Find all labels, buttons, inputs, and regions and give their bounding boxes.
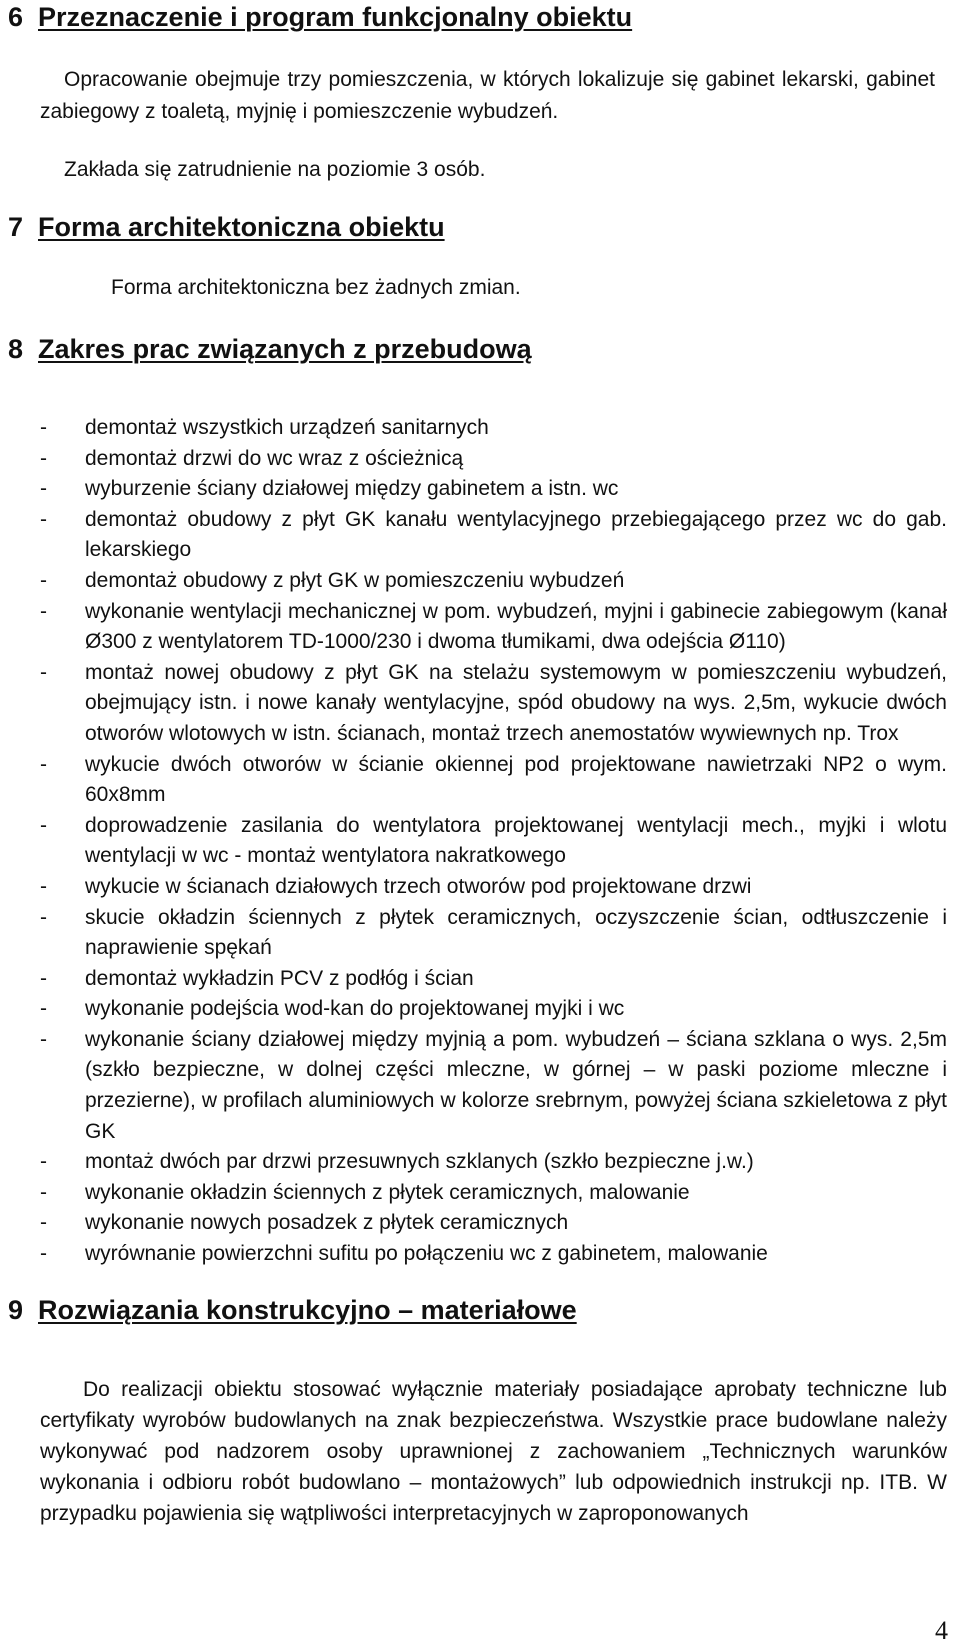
list-item: [40, 1208, 947, 1239]
list-item: [40, 444, 947, 475]
list-bullet: -: [40, 660, 47, 684]
list-bullet: -: [40, 997, 47, 1021]
list-item-text: demontaż wykładzin PCV z podłóg i ścian: [85, 966, 474, 990]
list-item-text: demontaż wszystkich urządzeń sanitarnych: [85, 416, 489, 439]
list-item-text: doprowadzenie zasilania do wentylatora projektowanej wentylacji mech., myjki i wlotu wentylacji w wc - montaż wentylatora nakratkowego: [85, 813, 947, 868]
page-number: 4: [935, 1616, 948, 1645]
list-item: [40, 964, 947, 995]
list-item: [40, 597, 947, 658]
list-item: [40, 658, 947, 750]
list-item-text: wykucie dwóch otworów w ścianie okiennej pod projektowane nawietrzaki NP2 o wym. 60x8mm: [85, 752, 947, 807]
list-bullet: -: [40, 874, 47, 898]
list-item: [40, 1239, 947, 1270]
list-item: [40, 413, 947, 444]
list-item-text: wykucie w ścianach działowych trzech otworów pod projektowane drzwi: [85, 874, 752, 898]
list-item-text: demontaż obudowy z płyt GK kanału wentylacyjnego przebiegającego przez wc do gab. lekarskiego: [85, 507, 947, 562]
section-7-number: 7: [8, 212, 24, 242]
section-8-title: Zakres prac związanych z przebudową: [38, 334, 532, 364]
list-item: [40, 811, 947, 872]
list-bullet: -: [40, 507, 47, 531]
list-bullet: -: [40, 1211, 47, 1235]
section-9-paragraph-1: Do realizacji obiektu stosować wyłącznie materiały posiadające aprobaty techniczne lub certyfikaty wyrobów budowlanych na znak bezpieczeństwa. Wszystkie prace budowlane należy wykonywać pod nadzorem osoby uprawnionej z zachowaniem „Technicznych warunków wykonania i odbioru robót budowlano – montażowych” lub odpowiednich instrukcji np. ITB. W przypadku pojawienia się wątpliwości interpretacyjnych w zaproponowanych: [40, 1378, 947, 1525]
list-item-text: wykonanie nowych posadzek z płytek ceramicznych: [85, 1211, 569, 1235]
section-6-heading: [8, 0, 632, 34]
list-bullet: -: [40, 966, 47, 990]
list-item: [40, 872, 947, 903]
list-bullet: -: [40, 416, 47, 439]
section-7-title: Forma architektoniczna obiektu: [38, 212, 445, 242]
section-9-title: Rozwiązania konstrukcyjno – materiałowe: [38, 1295, 577, 1325]
list-bullet: -: [40, 1242, 47, 1266]
list-bullet: -: [40, 1150, 47, 1174]
list-item-text: wyburzenie ściany działowej między gabinetem a istn. wc: [85, 477, 619, 501]
section-8-number: 8: [8, 334, 24, 364]
list-item-text: wykonanie okładzin ściennych z płytek ceramicznych, malowanie: [85, 1180, 690, 1204]
list-item-text: wykonanie wentylacji mechanicznej w pom. wybudzeń, myjni i gabinecie zabiegowym (kanał Ø300 z wentylatorem TD-1000/230 i dwoma tłumikami, dwa odejścia Ø110): [85, 599, 947, 654]
list-item-text: skucie okładzin ściennych z płytek ceramicznych, oczyszczenie ścian, odtłuszczenie i naprawienie spękań: [85, 905, 947, 960]
list-item: [40, 1025, 947, 1147]
list-bullet: -: [40, 599, 47, 623]
list-bullet: -: [40, 568, 47, 592]
list-item-text: wykonanie podejścia wod-kan do projektowanej myjki i wc: [85, 997, 625, 1021]
list-item: [40, 903, 947, 964]
list-item-text: demontaż obudowy z płyt GK w pomieszczeniu wybudzeń: [85, 568, 625, 592]
section-6-paragraph-1: Opracowanie obejmuje trzy pomieszczenia, w których lokalizuje się gabinet lekarski, gabinet zabiegowy z toaletą, myjnię i pomieszczenie wybudzeń.: [40, 68, 935, 123]
section-9-number: 9: [8, 1295, 24, 1325]
list-item-text: wyrównanie powierzchni sufitu po połączeniu wc z gabinetem, malowanie: [85, 1242, 768, 1266]
list-item-text: demontaż drzwi do wc wraz z ościeżnicą: [85, 446, 464, 470]
list-item-text: wykonanie ściany działowej między myjnią a pom. wybudzeń – ściana szklana o wys. 2,5m (szkło bezpieczne, w dolnej części mleczne, w górnej – w paski poziome mleczne i przezierne), w profilach aluminiowych w kolorze srebrnym, powyżej ściana szkieletowa z płyt GK: [85, 1027, 947, 1143]
section-6-number: 6: [8, 2, 24, 32]
list-item-text: montaż dwóch par drzwi przesuwnych szklanych (szkło bezpieczne j.w.): [85, 1150, 754, 1174]
list-item: [40, 994, 947, 1025]
list-bullet: -: [40, 1180, 47, 1204]
section-7-heading: [8, 210, 445, 244]
list-item: [40, 505, 947, 566]
section-7-paragraph-1: Forma architektoniczna bez żadnych zmian.: [111, 276, 521, 299]
list-item: [40, 566, 947, 597]
list-item: [40, 474, 947, 505]
list-bullet: -: [40, 752, 47, 776]
list-item: [40, 1178, 947, 1209]
section-8-heading: [8, 332, 532, 366]
list-item: [40, 750, 947, 811]
section-9-heading: [8, 1293, 577, 1327]
list-bullet: -: [40, 446, 47, 470]
section-6-title: Przeznaczenie i program funkcjonalny obiektu: [38, 2, 633, 32]
list-bullet: -: [40, 1027, 47, 1051]
list-item: [40, 1147, 947, 1178]
section-6-paragraph-2: Zakłada się zatrudnienie na poziomie 3 osób.: [64, 158, 486, 181]
works-list: [40, 413, 947, 1270]
list-item-text: montaż nowej obudowy z płyt GK na stelażu systemowym w pomieszczeniu wybudzeń, obejmujący istn. i nowe kanały wentylacyjne, spód obudowy na wys. 2,5m, wykucie dwóch otworów wlotowych w istn. ścianach, montaż trzech anemostatów wywiewnych np. Trox: [85, 660, 947, 745]
list-bullet: -: [40, 813, 47, 837]
list-bullet: -: [40, 905, 47, 929]
list-bullet: -: [40, 477, 47, 501]
